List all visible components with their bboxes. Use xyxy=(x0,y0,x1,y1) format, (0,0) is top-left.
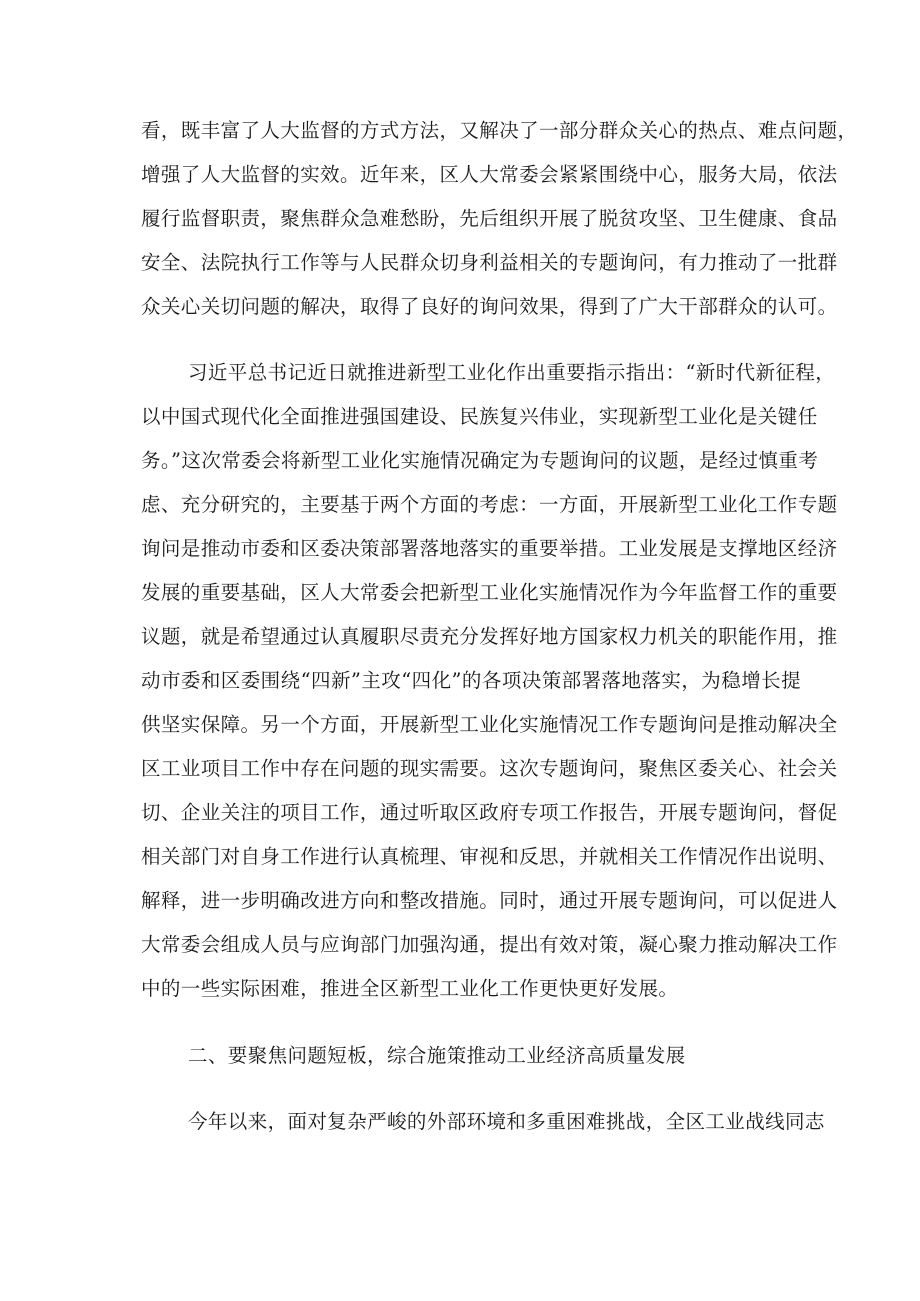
paragraph-first-line: 习近平总书记近日就推进新型工业化作出重要指示指出：“新时代新征程， xyxy=(188,361,836,384)
text-line: 安全、法院执行工作等与人民群众切身利益相关的专题询问，有力推动了一批群 xyxy=(141,251,838,274)
paragraph-last-line: 中的一些实际困难，推进全区新型工业化工作更快更好发展。 xyxy=(141,977,679,1000)
text-line: 动市委和区委围绕“四新”主攻“四化”的各项决策部署落地落实，为稳增长提 xyxy=(141,669,801,692)
text-line: 区工业项目工作中存在问题的现实需要。这次专题询问，聚焦区委关心、社会关 xyxy=(141,757,838,780)
text-line: 议题，就是希望通过认真履职尽责充分发挥好地方国家权力机关的职能作用，推 xyxy=(141,625,838,648)
text-line: 众关心关切问题的解决，取得了良好的询问效果，得到了广大干部群众的认可。 xyxy=(141,295,838,318)
paragraph-first-line: 今年以来，面对复杂严峻的外部环境和多重困难挑战，全区工业战线同志 xyxy=(188,1110,825,1133)
text-line: 询问是推动市委和区委决策部署落地落实的重要举措。工业发展是支撑地区经济 xyxy=(141,537,838,560)
text-line: 切、企业关注的项目工作，通过听取区政府专项工作报告，开展专题询问，督促 xyxy=(141,801,838,824)
text-line: 发展的重要基础，区人大常委会把新型工业化实施情况作为今年监督工作的重要 xyxy=(141,581,838,604)
section-heading: 二、要聚焦问题短板，综合施策推动工业经济高质量发展 xyxy=(188,1044,686,1067)
text-line: 履行监督职责，聚焦群众急难愁盼，先后组织开展了脱贫攻坚、卫生健康、食品 xyxy=(141,207,838,230)
text-line: 相关部门对自身工作进行认真梳理、审视和反思，并就相关工作情况作出说明、 xyxy=(141,845,838,868)
text-line: 增强了人大监督的实效。近年来，区人大常委会紧紧围绕中心，服务大局，依法 xyxy=(141,163,838,186)
text-line: 虑、充分研究的，主要基于两个方面的考虑：一方面，开展新型工业化工作专题 xyxy=(141,493,838,516)
text-line: 供坚实保障。另一个方面，开展新型工业化实施情况工作专题询问是推动解决全 xyxy=(141,713,838,736)
text-line: 看，既丰富了人大监督的方式方法，又解决了一部分群众关心的热点、难点问题， xyxy=(141,119,858,142)
text-line: 解释，进一步明确改进方向和整改措施。同时，通过开展专题询问，可以促进人 xyxy=(141,889,838,912)
text-line: 大常委会组成人员与应询部门加强沟通，提出有效对策，凝心聚力推动解决工作 xyxy=(141,933,838,956)
text-line: 务。”这次常委会将新型工业化实施情况确定为专题询问的议题，是经过慎重考 xyxy=(141,449,819,472)
text-line: 以中国式现代化全面推进强国建设、民族复兴伟业，实现新型工业化是关键任 xyxy=(141,405,818,428)
